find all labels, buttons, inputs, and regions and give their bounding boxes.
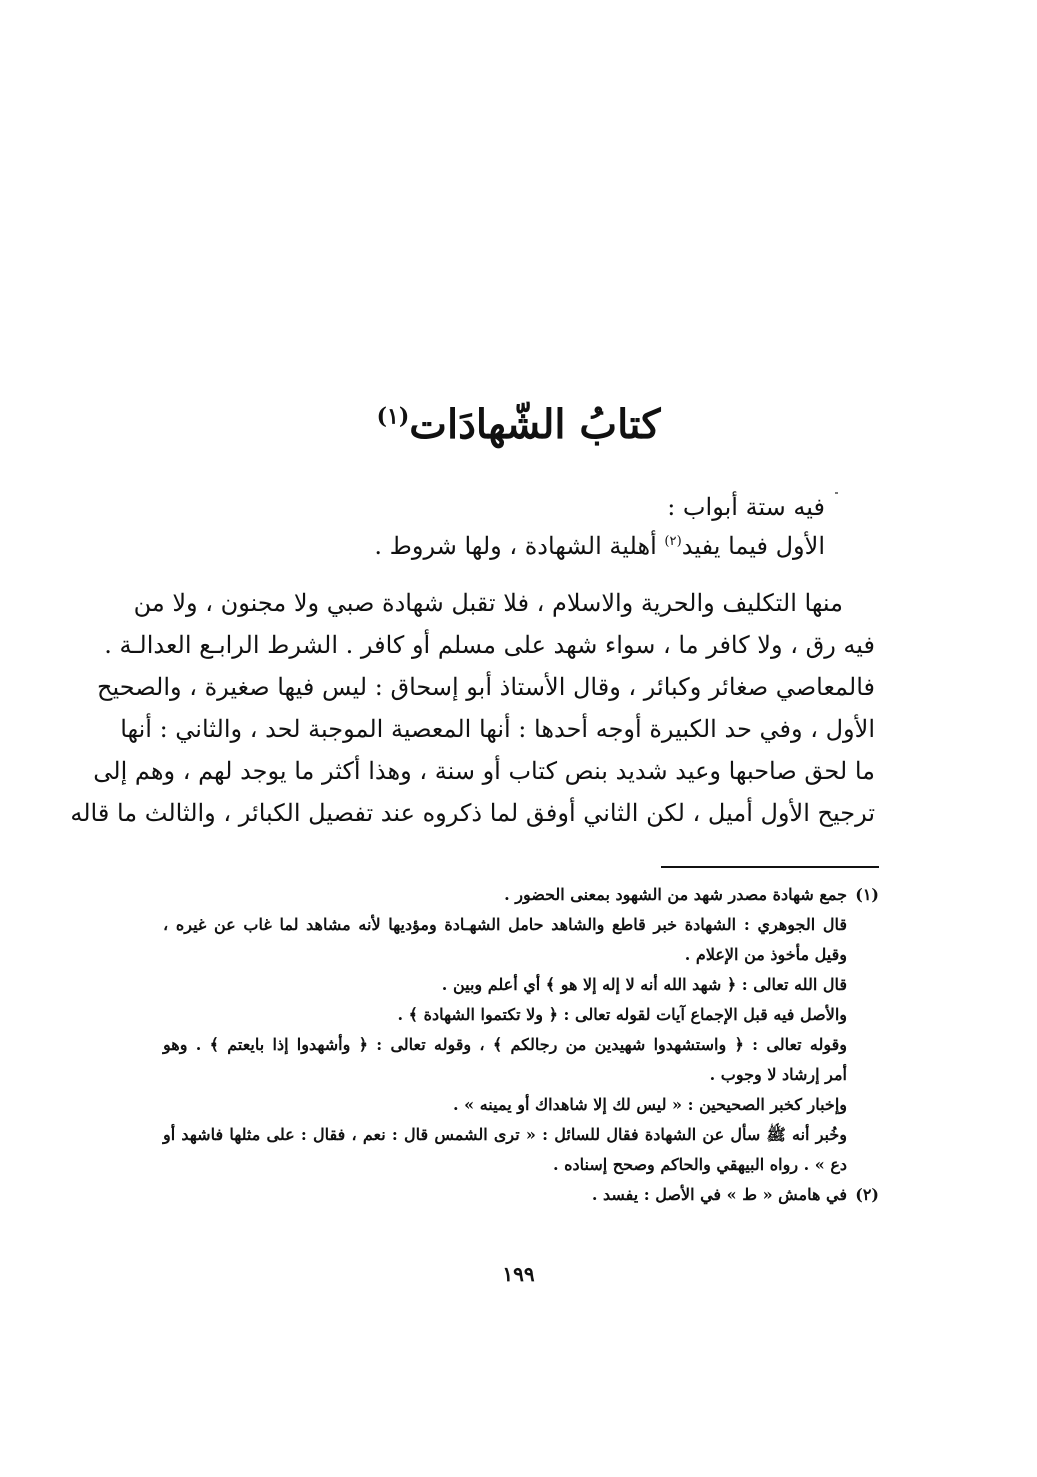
footnote-1-line: وقيل مأخوذ من الإعلام . <box>684 945 847 964</box>
footnote-1-line: وخُبر أنه ﷺ سأل عن الشهادة فقال للسائل : « ترى الشمس قال : نعم ، فقال : على مثلها فاشهد أو <box>163 1125 848 1144</box>
footnote-1-line: وقوله تعالى : ﴿ واستشهدوا شهيدين من رجالكم ﴾ ، وقوله تعالى : ﴿ وأشهدوا إذا بايعتم ﴾ . وهو <box>163 1035 847 1054</box>
footnote-1-line: وإخبار كخبر الصحيحين : « ليس لك إلا شاهداك أو يمينه » . <box>453 1095 847 1114</box>
body-paragraph <box>70 582 875 834</box>
footnote-1-line: والأصل فيه قبل الإجماع آيات لقوله تعالى : ﴿ ولا تكتموا الشهادة ﴾ . <box>397 1005 847 1024</box>
body-line: منها التكليف والحرية والاسلام ، فلا تقبل شهادة صبي ولا مجنون ، ولا من <box>133 589 843 617</box>
title-footnote-ref: (١) <box>376 403 410 430</box>
footnote-divider <box>661 866 879 868</box>
body-line: فيه رق ، ولا كافر ما ، سواء شهد على مسلم أو كافر . الشرط الرابـع العدالـة . <box>104 631 875 659</box>
footnote-1-line: قال الله تعالى : ﴿ شهد الله أنه لا إله إلا هو ﴾ أي أعلم وبين . <box>441 975 847 994</box>
body-line: فالمعاصي صغائر وكبائر ، وقال الأستاذ أبو إسحاق : ليس فيها صغيرة ، والصحيح <box>96 673 875 701</box>
intro-line-2-end: أهلية الشهادة ، ولها شروط . <box>374 532 665 560</box>
footnote-1-line: أمر إرشاد لا وجوب . <box>709 1065 847 1084</box>
footnote-1-line: قال الجوهري : الشهادة خبر قاطع والشاهد حامل الشهـادة ومؤديها لأنه مشاهد لما غاب عن غيره ، <box>163 915 847 934</box>
page-number: ١٩٩ <box>502 1262 535 1286</box>
footnote-2-line <box>163 1180 879 1210</box>
intro-line-2 <box>185 527 825 566</box>
intro-line-1: فيه ستة أبواب : <box>667 493 825 521</box>
scan-speck <box>835 492 838 494</box>
body-line: ما لحق صاحبها وعيد شديد بنص كتاب أو سنة ، وهذا أكثر ما يوجد لهم ، وهم إلى <box>93 757 875 785</box>
footnote-1-line: دع » . رواه البيهقي والحاكم وصحح إسناده . <box>553 1155 847 1174</box>
body-line: ترجيح الأول أميل ، لكن الثاني أوفق لما ذكروه عند تفصيل الكبائر ، والثالث ما قاله <box>70 799 875 827</box>
footnote-2-number: (٢) <box>855 1185 879 1204</box>
intro-line-2-start: الأول فيما يفيد <box>681 532 825 560</box>
chapter-title-text: كتابُ الشّهادَات <box>409 400 661 448</box>
chapter-title <box>0 395 1037 455</box>
footnote-1-line <box>163 880 879 910</box>
footnote-1-number: (١) <box>855 885 879 904</box>
footnotes-block <box>163 880 879 1210</box>
intro-block <box>185 488 825 566</box>
body-line: الأول ، وفي حد الكبيرة أوجه أحدها : أنها المعصية الموجبة لحد ، والثاني : أنها <box>120 715 875 743</box>
intro-footnote-ref: (٢) <box>664 534 682 549</box>
footnote-2-text: في هامش « ط » في الأصل : يفسد . <box>591 1185 847 1204</box>
footnote-1-text: جمع شهادة مصدر شهد من الشهود بمعنى الحضور . <box>504 885 847 904</box>
